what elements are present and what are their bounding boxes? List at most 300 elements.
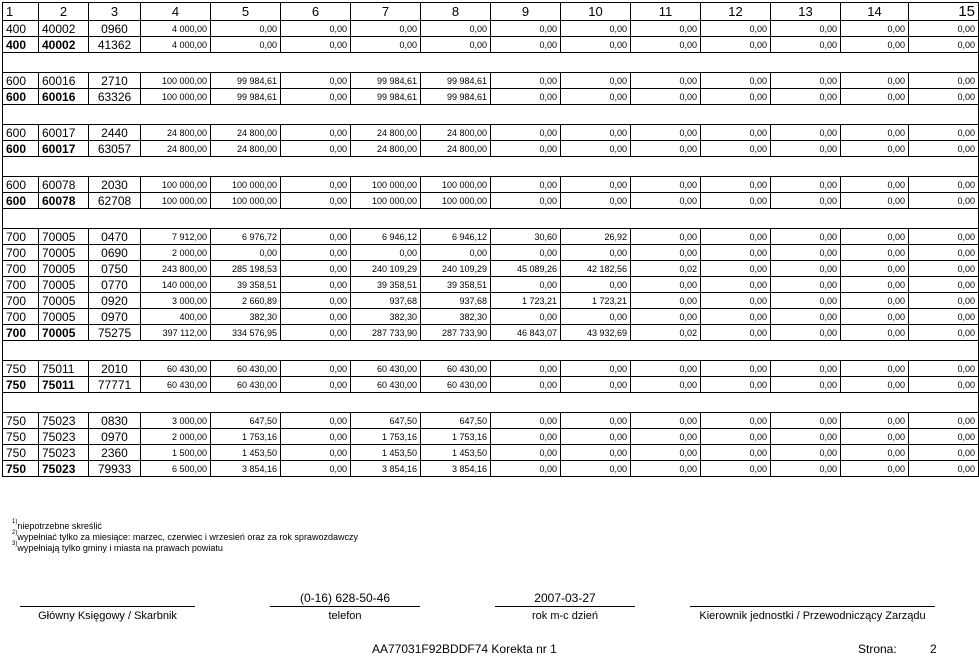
table-cell: 0970 — [89, 429, 141, 445]
table-cell: 6 946,12 — [351, 229, 421, 245]
table-cell: 0,00 — [701, 277, 771, 293]
table-cell: 4 000,00 — [141, 21, 211, 37]
table-cell: 0,00 — [281, 73, 351, 89]
table-cell: 1 753,16 — [421, 429, 491, 445]
table-cell: 647,50 — [421, 413, 491, 429]
table-cell: 0,00 — [491, 245, 561, 261]
table-cell: 0,00 — [841, 125, 909, 141]
table-cell: 0,00 — [909, 361, 979, 377]
table-cell: 2 660,89 — [211, 293, 281, 309]
table-cell: 0,00 — [909, 37, 979, 53]
table-cell: 4 000,00 — [141, 37, 211, 53]
table-cell: 60078 — [39, 177, 89, 193]
table-cell: 6 500,00 — [141, 461, 211, 477]
table-cell: 0,00 — [909, 277, 979, 293]
table-cell: 100 000,00 — [351, 193, 421, 209]
table-cell: 382,30 — [421, 309, 491, 325]
table-cell: 0,00 — [701, 141, 771, 157]
table-cell: 0,00 — [561, 445, 631, 461]
table-row — [3, 177, 979, 193]
column-header: 10 — [561, 3, 631, 21]
table-cell: 0,00 — [281, 293, 351, 309]
table-row — [3, 309, 979, 325]
separator-cell — [3, 209, 979, 229]
table-cell: 647,50 — [211, 413, 281, 429]
column-header: 3 — [89, 3, 141, 21]
table-cell: 0,00 — [701, 21, 771, 37]
table-cell: 70005 — [39, 261, 89, 277]
table-cell: 0,00 — [701, 229, 771, 245]
table-cell: 0,00 — [841, 193, 909, 209]
table-cell: 24 800,00 — [421, 125, 491, 141]
table-cell: 700 — [3, 293, 39, 309]
page-number: 2 — [930, 642, 937, 656]
table-row — [3, 21, 979, 37]
table-cell: 700 — [3, 245, 39, 261]
table-cell: 70005 — [39, 293, 89, 309]
column-header: 12 — [701, 3, 771, 21]
table-cell: 0,00 — [701, 293, 771, 309]
manager-signature-line — [690, 606, 935, 607]
table-cell: 70005 — [39, 309, 89, 325]
column-header: 15 — [909, 3, 979, 21]
table-cell: 0,00 — [701, 245, 771, 261]
table-cell: 600 — [3, 141, 39, 157]
table-cell: 600 — [3, 73, 39, 89]
table-cell: 0,00 — [631, 277, 701, 293]
table-cell: 0,00 — [491, 377, 561, 393]
table-cell: 0,00 — [841, 445, 909, 461]
table-cell: 0,00 — [491, 73, 561, 89]
total-row — [3, 377, 979, 393]
separator-cell — [3, 157, 979, 177]
total-row — [3, 461, 979, 477]
column-header: 11 — [631, 3, 701, 21]
table-cell: 0,00 — [771, 89, 841, 105]
table-cell: 62708 — [89, 193, 141, 209]
table-row — [3, 429, 979, 445]
table-cell: 63326 — [89, 89, 141, 105]
table-cell: 0,00 — [631, 73, 701, 89]
table-cell: 0,00 — [631, 309, 701, 325]
table-cell: 0,00 — [211, 245, 281, 261]
table-cell: 0,00 — [561, 193, 631, 209]
table-cell: 0,00 — [909, 229, 979, 245]
table-cell: 0,00 — [909, 429, 979, 445]
table-cell: 40002 — [39, 37, 89, 53]
table-cell: 0,00 — [771, 177, 841, 193]
table-cell: 0,00 — [701, 37, 771, 53]
accountant-signature-line — [20, 606, 195, 607]
table-cell: 0,00 — [841, 141, 909, 157]
table-row — [3, 293, 979, 309]
table-cell: 0,00 — [841, 177, 909, 193]
total-row — [3, 325, 979, 341]
table-cell: 0,00 — [701, 125, 771, 141]
table-cell: 2030 — [89, 177, 141, 193]
group-separator — [3, 105, 979, 125]
table-cell: 0,00 — [491, 429, 561, 445]
table-cell: 60 430,00 — [351, 361, 421, 377]
table-cell: 0,00 — [561, 89, 631, 105]
table-cell: 0,00 — [909, 413, 979, 429]
table-cell: 700 — [3, 325, 39, 341]
table-cell: 0,00 — [281, 413, 351, 429]
table-cell: 0,00 — [909, 193, 979, 209]
table-cell: 0,00 — [771, 377, 841, 393]
table-cell: 0,00 — [841, 361, 909, 377]
table-cell: 39 358,51 — [351, 277, 421, 293]
table-cell: 100 000,00 — [421, 177, 491, 193]
table-cell: 100 000,00 — [141, 193, 211, 209]
footnote-2: $^{2)}$wypełniać tylko za miesiące: marzec, czerwiec i wrzesień oraz za rok sprawozdawczy — [12, 530, 358, 542]
table-cell: 70005 — [39, 245, 89, 261]
table-cell: 75023 — [39, 461, 89, 477]
table-cell: 600 — [3, 177, 39, 193]
table-cell: 0,00 — [771, 309, 841, 325]
table-cell: 0,00 — [491, 89, 561, 105]
table-row — [3, 73, 979, 89]
table-cell: 397 112,00 — [141, 325, 211, 341]
column-header: 6 — [281, 3, 351, 21]
table-cell: 24 800,00 — [211, 125, 281, 141]
table-cell: 0,00 — [701, 445, 771, 461]
table-cell: 0,00 — [909, 141, 979, 157]
group-separator — [3, 393, 979, 413]
table-cell: 99 984,61 — [211, 73, 281, 89]
table-cell: 0,00 — [281, 89, 351, 105]
table-row — [3, 361, 979, 377]
separator-cell — [3, 53, 979, 73]
table-cell: 46 843,07 — [491, 325, 561, 341]
table-cell: 382,30 — [211, 309, 281, 325]
table-cell: 60 430,00 — [141, 377, 211, 393]
table-cell: 60 430,00 — [351, 377, 421, 393]
table-cell: 0,00 — [701, 193, 771, 209]
table-cell: 0,00 — [771, 293, 841, 309]
footnote-1: $^{1)}$niepotrzebne skreślić — [12, 519, 102, 531]
table-cell: 0,00 — [491, 177, 561, 193]
table-cell: 100 000,00 — [421, 193, 491, 209]
table-cell: 0,00 — [909, 461, 979, 477]
table-cell: 0770 — [89, 277, 141, 293]
table-cell: 0,00 — [561, 73, 631, 89]
table-cell: 2360 — [89, 445, 141, 461]
table-cell: 0,00 — [771, 21, 841, 37]
table-cell: 0,02 — [631, 325, 701, 341]
table-cell: 0,00 — [771, 277, 841, 293]
table-cell: 600 — [3, 89, 39, 105]
table-cell: 99 984,61 — [421, 89, 491, 105]
table-cell: 0,00 — [631, 461, 701, 477]
table-cell: 0,00 — [281, 277, 351, 293]
table-cell: 0,00 — [771, 325, 841, 341]
table-cell: 0,00 — [281, 261, 351, 277]
table-cell: 1 453,50 — [351, 445, 421, 461]
table-cell: 3 000,00 — [141, 293, 211, 309]
table-cell: 3 854,16 — [421, 461, 491, 477]
table-cell: 41362 — [89, 37, 141, 53]
table-cell: 24 800,00 — [211, 141, 281, 157]
table-cell: 39 358,51 — [211, 277, 281, 293]
table-cell: 43 932,69 — [561, 325, 631, 341]
table-cell: 0970 — [89, 309, 141, 325]
table-cell: 0,00 — [561, 125, 631, 141]
table-cell: 0,00 — [701, 429, 771, 445]
table-cell: 0,00 — [561, 361, 631, 377]
table-cell: 0,00 — [281, 125, 351, 141]
table-cell: 60016 — [39, 89, 89, 105]
table-cell: 0960 — [89, 21, 141, 37]
table-cell: 0,00 — [491, 413, 561, 429]
table-cell: 0,00 — [491, 193, 561, 209]
table-cell: 0,00 — [281, 177, 351, 193]
table-cell: 750 — [3, 429, 39, 445]
table-cell: 100 000,00 — [141, 177, 211, 193]
table-cell: 75023 — [39, 413, 89, 429]
group-separator — [3, 341, 979, 361]
table-cell: 99 984,61 — [351, 89, 421, 105]
table-cell: 240 109,29 — [351, 261, 421, 277]
table-cell: 42 182,56 — [561, 261, 631, 277]
table-cell: 100 000,00 — [211, 193, 281, 209]
table-cell: 0,00 — [841, 429, 909, 445]
total-row — [3, 193, 979, 209]
table-cell: 0,00 — [281, 37, 351, 53]
table-cell: 24 800,00 — [141, 141, 211, 157]
table-cell: 0,00 — [491, 361, 561, 377]
table-cell: 0,00 — [631, 21, 701, 37]
table-cell: 0,00 — [771, 413, 841, 429]
table-cell: 60 430,00 — [421, 361, 491, 377]
table-cell: 60 430,00 — [141, 361, 211, 377]
table-cell: 937,68 — [421, 293, 491, 309]
table-cell: 0,00 — [909, 309, 979, 325]
table-cell: 0,00 — [281, 229, 351, 245]
table-cell: 0,00 — [561, 461, 631, 477]
table-cell: 0920 — [89, 293, 141, 309]
table-cell: 0,00 — [561, 377, 631, 393]
table-cell: 99 984,61 — [211, 89, 281, 105]
table-cell: 99 984,61 — [351, 73, 421, 89]
table-cell: 0,00 — [701, 413, 771, 429]
table-cell: 0,00 — [281, 21, 351, 37]
table-cell: 79933 — [89, 461, 141, 477]
table-cell: 0,00 — [421, 37, 491, 53]
table-cell: 0,00 — [491, 309, 561, 325]
table-cell: 0,00 — [771, 37, 841, 53]
phone-line — [270, 606, 420, 607]
table-cell: 75023 — [39, 429, 89, 445]
table-cell: 0,00 — [491, 277, 561, 293]
table-cell: 3 854,16 — [211, 461, 281, 477]
table-cell: 63057 — [89, 141, 141, 157]
table-cell: 0,00 — [631, 141, 701, 157]
table-cell: 0,00 — [491, 37, 561, 53]
table-cell: 1 723,21 — [561, 293, 631, 309]
table-cell: 60 430,00 — [421, 377, 491, 393]
table-cell: 0,00 — [909, 293, 979, 309]
table-cell: 400 — [3, 21, 39, 37]
table-cell: 26,92 — [561, 229, 631, 245]
table-cell: 0,00 — [561, 177, 631, 193]
table-cell: 647,50 — [351, 413, 421, 429]
table-cell: 0,00 — [909, 125, 979, 141]
table-cell: 0,00 — [841, 73, 909, 89]
table-cell: 0,00 — [631, 37, 701, 53]
table-cell: 0,00 — [841, 309, 909, 325]
table-cell: 0,00 — [841, 277, 909, 293]
table-cell: 750 — [3, 377, 39, 393]
table-cell: 0,00 — [281, 141, 351, 157]
phone-label: telefon — [328, 610, 362, 622]
table-cell: 243 800,00 — [141, 261, 211, 277]
table-cell: 0,00 — [771, 125, 841, 141]
table-cell: 0,00 — [701, 177, 771, 193]
phone-value: (0-16) 628-50-46 — [299, 591, 391, 605]
table-row — [3, 413, 979, 429]
date-value: 2007-03-27 — [534, 591, 596, 605]
table-cell: 0,00 — [631, 377, 701, 393]
table-cell: 70005 — [39, 325, 89, 341]
table-cell: 0,00 — [701, 361, 771, 377]
table-cell: 0,00 — [631, 293, 701, 309]
table-cell: 0,00 — [561, 413, 631, 429]
table-cell: 7 912,00 — [141, 229, 211, 245]
table-cell: 3 000,00 — [141, 413, 211, 429]
separator-cell — [3, 105, 979, 125]
table-cell: 2010 — [89, 361, 141, 377]
table-cell: 1 753,16 — [351, 429, 421, 445]
table-cell: 99 984,61 — [421, 73, 491, 89]
table-cell: 0,00 — [701, 89, 771, 105]
table-cell: 2 000,00 — [141, 429, 211, 445]
table-cell: 1 723,21 — [491, 293, 561, 309]
table-cell: 0,00 — [561, 429, 631, 445]
table-cell: 0,00 — [841, 461, 909, 477]
table-cell: 0,00 — [281, 309, 351, 325]
table-cell: 0,00 — [491, 125, 561, 141]
table-cell: 400 — [3, 37, 39, 53]
table-cell: 75275 — [89, 325, 141, 341]
table-cell: 0,00 — [909, 245, 979, 261]
table-cell: 0,00 — [211, 37, 281, 53]
table-cell: 0,00 — [631, 413, 701, 429]
table-row — [3, 229, 979, 245]
column-header: 8 — [421, 3, 491, 21]
table-cell: 0,00 — [909, 177, 979, 193]
table-cell: 0,00 — [771, 461, 841, 477]
table-cell: 60 430,00 — [211, 377, 281, 393]
group-separator — [3, 209, 979, 229]
table-cell: 140 000,00 — [141, 277, 211, 293]
table-cell: 1 753,16 — [211, 429, 281, 445]
footnotes — [10, 520, 358, 553]
table-cell: 240 109,29 — [421, 261, 491, 277]
separator-cell — [3, 393, 979, 413]
table-cell: 0,00 — [631, 125, 701, 141]
table-cell: 75011 — [39, 361, 89, 377]
table-cell: 0,00 — [909, 377, 979, 393]
table-cell: 0,00 — [491, 141, 561, 157]
table-cell: 285 198,53 — [211, 261, 281, 277]
table-cell: 0,00 — [631, 89, 701, 105]
table-cell: 100 000,00 — [141, 89, 211, 105]
table-cell: 700 — [3, 261, 39, 277]
table-cell: 0,00 — [841, 293, 909, 309]
total-row — [3, 37, 979, 53]
table-cell: 0,00 — [771, 73, 841, 89]
date-label: rok m-c dzień — [531, 610, 599, 622]
table-cell: 937,68 — [351, 293, 421, 309]
table-cell: 3 854,16 — [351, 461, 421, 477]
table-cell: 287 733,90 — [421, 325, 491, 341]
table-cell: 0,00 — [281, 445, 351, 461]
table-cell: 0,00 — [701, 73, 771, 89]
header-row — [3, 3, 979, 21]
table-cell: 0,00 — [771, 361, 841, 377]
table-cell: 100 000,00 — [211, 177, 281, 193]
table-cell: 60017 — [39, 125, 89, 141]
table-cell: 0,00 — [561, 21, 631, 37]
table-cell: 0,00 — [841, 377, 909, 393]
table-cell: 0,00 — [771, 193, 841, 209]
document-code: AA77031F92BDDF74 Korekta nr 1 — [372, 642, 557, 656]
table-row — [3, 245, 979, 261]
column-header: 2 — [39, 3, 89, 21]
table-cell: 60016 — [39, 73, 89, 89]
table-cell: 2710 — [89, 73, 141, 89]
table-row — [3, 277, 979, 293]
table-cell: 0,00 — [771, 141, 841, 157]
table-cell: 400,00 — [141, 309, 211, 325]
table-cell: 334 576,95 — [211, 325, 281, 341]
table-cell: 0,00 — [841, 37, 909, 53]
table-cell: 0,00 — [841, 89, 909, 105]
table-cell: 6 946,12 — [421, 229, 491, 245]
table-cell: 0,00 — [281, 461, 351, 477]
table-cell: 0750 — [89, 261, 141, 277]
column-header: 5 — [211, 3, 281, 21]
table-cell: 0,00 — [909, 73, 979, 89]
table-cell: 0,00 — [841, 21, 909, 37]
table-cell: 1 500,00 — [141, 445, 211, 461]
table-cell: 70005 — [39, 277, 89, 293]
table-cell: 0,00 — [631, 445, 701, 461]
table-cell: 75023 — [39, 445, 89, 461]
table-cell: 750 — [3, 461, 39, 477]
table-cell: 600 — [3, 125, 39, 141]
table-cell: 24 800,00 — [351, 141, 421, 157]
table-cell: 700 — [3, 309, 39, 325]
table-cell: 750 — [3, 413, 39, 429]
date-line — [495, 606, 635, 607]
table-cell: 700 — [3, 277, 39, 293]
page-label: Strona: — [858, 642, 897, 656]
table-cell: 0,00 — [771, 261, 841, 277]
table-cell: 0,00 — [281, 193, 351, 209]
table-cell: 0830 — [89, 413, 141, 429]
table-cell: 600 — [3, 193, 39, 209]
table-cell: 100 000,00 — [351, 177, 421, 193]
table-cell: 382,30 — [351, 309, 421, 325]
table-cell: 45 089,26 — [491, 261, 561, 277]
table-row — [3, 125, 979, 141]
table-cell: 0,02 — [631, 261, 701, 277]
table-cell: 6 976,72 — [211, 229, 281, 245]
table-cell: 0,00 — [561, 277, 631, 293]
table-cell: 0,00 — [491, 445, 561, 461]
